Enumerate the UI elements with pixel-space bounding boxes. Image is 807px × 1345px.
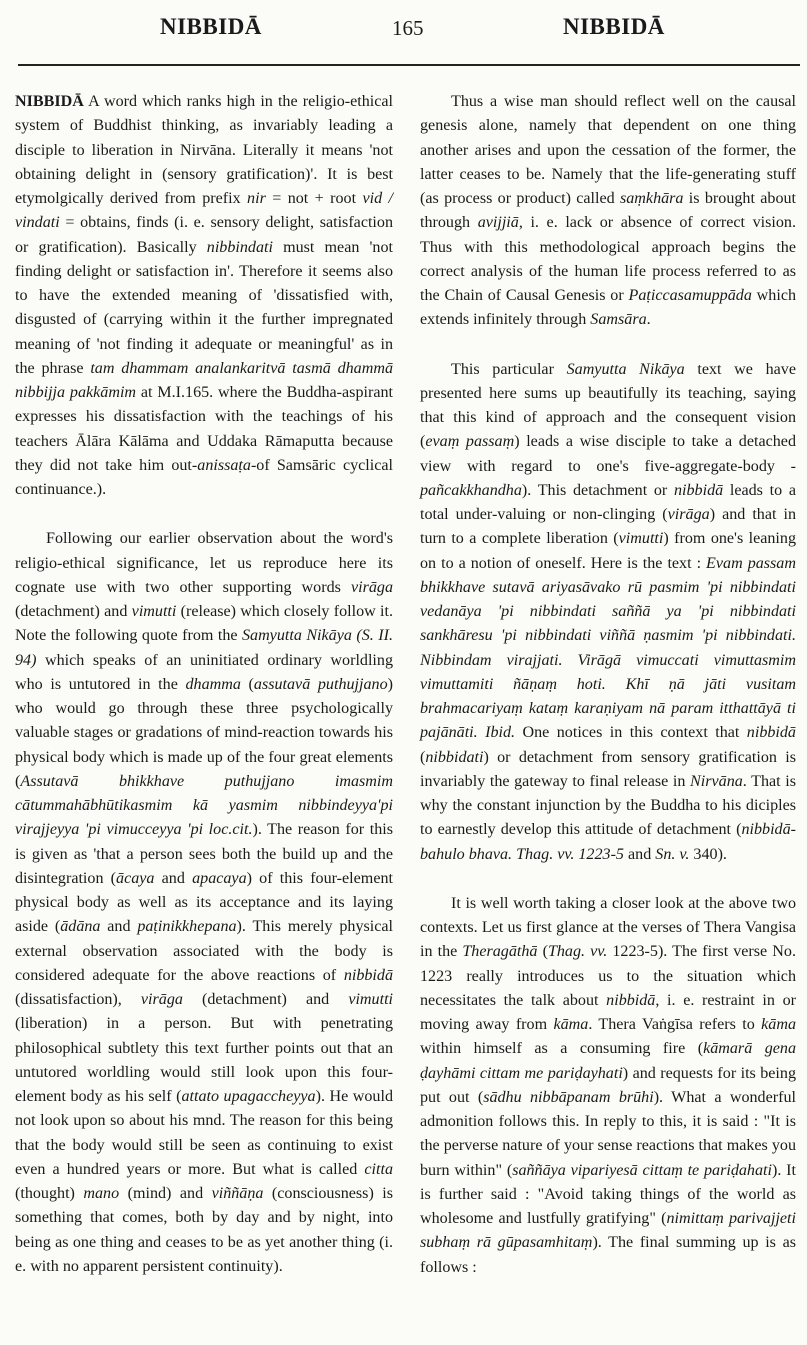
italic-term: vimutti	[618, 530, 664, 548]
text-run: 1223-5). The first verse No. 1223 really introduces us to the situation which necessitates the talk about	[420, 943, 796, 1009]
text-run: ). It is further said : "Avoid taking things of the world as wholesome and lustfully gratifying" (	[420, 1161, 797, 1227]
italic-term: saññāya vipariyesā cittaṃ te pariḍahati	[512, 1161, 772, 1179]
running-headword-right: NIBBIDĀ	[563, 14, 665, 39]
italic-term: Samyutta Nikāya	[566, 360, 685, 378]
text-run: ). The final summing up is as follows :	[420, 1234, 796, 1276]
italic-term: Nirvāna	[690, 772, 743, 790]
text-run: .	[646, 311, 651, 329]
left-column	[15, 90, 393, 1279]
text-run: 340).	[689, 845, 727, 863]
italic-term: Theragāthā	[462, 943, 538, 961]
text-run: ). The reason for this is given as 'that a person sees both the build up and the disintegration (	[15, 821, 393, 887]
text-run: = not + root	[265, 190, 363, 207]
text-run: ). What a wonderful admonition follows this. In reply to this, it is said : "It is the perverse nature of your sense reactions that makes you burn within" (	[420, 1088, 796, 1179]
text-run: must mean 'not finding delight or satisfaction in'. Therefore it seems also to have the extended meaning of 'dissatisfied with, disgusted of (carrying within it the further impregnated meaning of 'not finding it adequate or meaningful' as in the phrase	[15, 238, 393, 377]
italic-term: Thag. vv.	[547, 943, 608, 961]
italic-term: attato upagaccheyya	[181, 1088, 316, 1105]
italic-term: Samsāra	[590, 311, 647, 329]
italic-term: nibbidā	[673, 481, 724, 499]
text-run: at M.I.165. where the Buddha-aspirant expresses his dissatisfaction with the teachings of his teachers Ālāra Kālāma and Uddaka Rāmaputta because they did not take him out-	[15, 384, 393, 474]
entry-headword: NIBBIDĀ	[15, 93, 84, 110]
text-run: Thus a wise man should reflect well on the causal genesis alone, namely that dependent on one thing another arises and upon the cessation of the former, the latter ceases to be. Namely that the life-generating stuff (as process or product) called	[420, 93, 796, 207]
italic-term: kāma	[553, 1016, 589, 1033]
italic-term: nibbidati	[425, 748, 484, 766]
italic-term: mano	[83, 1185, 120, 1202]
text-run: = obtains, finds (i. e. sensory delight, satisfaction or gratification). Basically	[15, 214, 393, 256]
text-run: (detachment) and	[182, 991, 349, 1008]
italic-term: saṃkhāra	[620, 190, 684, 207]
text-run: (liberation) in a person. But with penetrating philosophical subtlety this text further points out that an untutored worldling would still look upon this four-element body as his self (	[15, 1015, 393, 1105]
italic-term: ācaya	[116, 869, 155, 887]
text-run: . Thera Vaṅgīsa refers to	[588, 1016, 762, 1033]
text-run: , i. e. lack or absence of correct vision. Thus with this methodological approach begins the correct analysis of the human life process referred to as the Chain of Causal Genesis or	[420, 214, 796, 304]
text-run: (thought)	[15, 1185, 84, 1202]
paragraph-theragatha	[420, 892, 796, 1280]
italic-term: virāga	[140, 991, 183, 1008]
paragraph-cognate-use	[15, 527, 393, 1279]
text-run: ). This merely physical external observation associated with the body is considered adequate for the above reactions of	[15, 918, 393, 984]
text-run: ) from one's leaning on to a notion of oneself. Here is the text :	[420, 530, 797, 572]
italic-term: kāmarā gena ḍayhāmi cittam me pariḍayhati	[420, 1040, 796, 1082]
italic-term: paṭinikkhepana	[137, 918, 237, 936]
text-run: and	[100, 918, 138, 936]
italic-term: vimutti	[348, 991, 394, 1008]
italic-term: sādhu nibbāpanam brūhi	[483, 1088, 654, 1106]
header-rule	[18, 64, 800, 66]
italic-term: assutavā puthujjano	[253, 675, 388, 693]
italic-term: vimutti	[131, 603, 177, 620]
italic-term: virāga	[350, 578, 393, 596]
text-run: (detachment) and	[15, 603, 132, 620]
running-header	[0, 14, 807, 54]
italic-term: nibbidā	[746, 724, 796, 742]
text-run: Following our earlier observation about the word's religio-ethical significance, let us reproduce here its cognate use with two other supporting words	[15, 530, 393, 596]
italic-term: evaṃ passaṃ	[425, 433, 515, 451]
text-run: ) and requests for its being put out (	[420, 1064, 796, 1106]
italic-term: vid / vindati	[15, 190, 393, 232]
italic-term: virāga	[667, 506, 710, 523]
italic-term: nimittaṃ parivajjeti subhaṃ rā gūpasamhitaṃ	[420, 1210, 796, 1252]
text-run: ) or detachment from sensory gratification is invariably the gateway to final release in	[420, 748, 796, 790]
italic-term: Sn. v.	[655, 845, 690, 863]
italic-term: dhamma	[185, 675, 241, 693]
italic-term: nibbidā-bahulo bhava. Thag. vv. 1223-5	[420, 821, 796, 863]
text-run: ) who would go through these three psychologically valuable stages or gradations of mind-reaction towards his physical body which is made up of the four great elements (	[15, 675, 393, 790]
text-run: (	[537, 943, 548, 961]
italic-term: tam dhammam analankaritvā tasmā dhammā nibbijja pakkāmim	[15, 359, 393, 401]
italic-term: kāma	[761, 1016, 796, 1033]
italic-term: viññāṇa	[211, 1185, 264, 1202]
italic-term: ādāna	[60, 918, 101, 936]
text-run: A word which ranks high in the religio-ethical system of Buddhist thinking, as invariably leading a disciple to liberation in Nirvāna. Literally it means 'not obtaining delight in (sensory gratification)'. It is best etymolgically derived from prefix	[15, 93, 393, 207]
text-run: leads to a total under-valuing or non-clinging (	[420, 481, 796, 523]
text-run: ) leads a wise disciple to take a detached view with regard to one's five-aggregate-body -	[420, 433, 796, 475]
text-run: (	[420, 748, 426, 766]
italic-term: Paṭiccasamuppāda	[628, 287, 752, 304]
text-run: (	[240, 675, 254, 693]
italic-term: citta	[364, 1160, 393, 1178]
text-run: and	[623, 845, 656, 863]
paragraph-entry-definition	[15, 90, 393, 502]
text-run: ) and that in turn to a complete liberation (	[420, 506, 796, 548]
text-run: ) of this four-element physical body as well as its acceptance and its laying aside (	[15, 869, 393, 936]
text-run: It is well worth taking a closer look at the above two contexts. Let us first glance at the verses of Thera Vangisa in the	[420, 894, 796, 961]
text-run: , i. e. restraint in or moving away from	[420, 991, 797, 1033]
paragraph-causal-genesis	[420, 90, 796, 333]
italic-term: Samyutta Nikāya (S. II. 94)	[15, 627, 393, 669]
text-run: (dissatisfaction),	[15, 991, 141, 1008]
italic-term: nibbindati	[206, 238, 273, 256]
paragraph-samyutta-text	[420, 358, 796, 867]
italic-term: nir	[247, 190, 266, 207]
text-run: is brought about through	[420, 190, 797, 232]
italic-term: Assutavā bhikkhave puthujjano imasmim cātummahābhūtikasmim kā yasmim nibbindeyya'pi virajjeyya 'pi vimucceyya 'pi loc.cit.	[15, 772, 393, 839]
text-run: -of Samsāric cyclical continuance.).	[15, 456, 393, 498]
text-run: ). This detachment or	[521, 481, 674, 499]
text-run: (release) which closely follow it. Note the following quote from the	[15, 603, 393, 645]
text-run: within himself as a consuming fire (	[420, 1040, 704, 1058]
text-run: which speaks of an uninitiated ordinary worldling who is untutored in the	[15, 651, 393, 693]
italic-term: apacaya	[192, 869, 247, 887]
italic-term: Evam passam bhikkhave sutavā ariyasāvako rū pasmim 'pi nibbindati vedanāya 'pi nibbindati saññā ya 'pi nibbindati sankhāresu 'pi nibbindati viññā ṇasmim 'pi nibbindati. Nibbindam virajjati. Virāgā vimuccati vimuttasmim vimuttamiti ñāṇaṃ hoti. Khī ṇā jāti vusitam brahmacariyaṃ kataṃ karaṇiyam nā param itthattāyā ti pajānāti. Ibid.	[420, 554, 796, 742]
italic-term: pañcakkhandha	[420, 481, 522, 499]
text-run: (consciousness) is something that comes, both by day and by night, into being as one thing and ceases to be as yet another thing (i. e. with no apparent persistent continuity).	[15, 1185, 394, 1275]
text-run: (mind) and	[119, 1185, 212, 1202]
italic-term: nibbidā	[606, 991, 656, 1009]
text-run: This particular	[451, 360, 567, 378]
text-run: and	[154, 869, 193, 887]
text-run: One notices in this context that	[515, 724, 747, 742]
running-headword-left: NIBBIDĀ	[160, 14, 262, 39]
page-number: 165	[392, 16, 424, 40]
italic-term: anissaṭa	[197, 456, 251, 474]
text-run: ). He would not look upon so about his mnd. The reason for this being that the body would still be seen as continuing to exist even a hundred years or more. But what is called	[15, 1088, 393, 1178]
italic-term: nibbidā	[343, 966, 393, 984]
text-run: . That is why the constant injunction by the Buddha to his diciples to earnestly develop this attitude of detachment (	[420, 772, 796, 839]
italic-term: avijjiā	[477, 214, 519, 232]
text-run: text we have presented here sums up beautifully its teaching, saying that this kind of approach and the consequent vision (	[420, 360, 796, 451]
text-run: which extends infinitely through	[420, 287, 797, 329]
right-column	[420, 90, 796, 1280]
